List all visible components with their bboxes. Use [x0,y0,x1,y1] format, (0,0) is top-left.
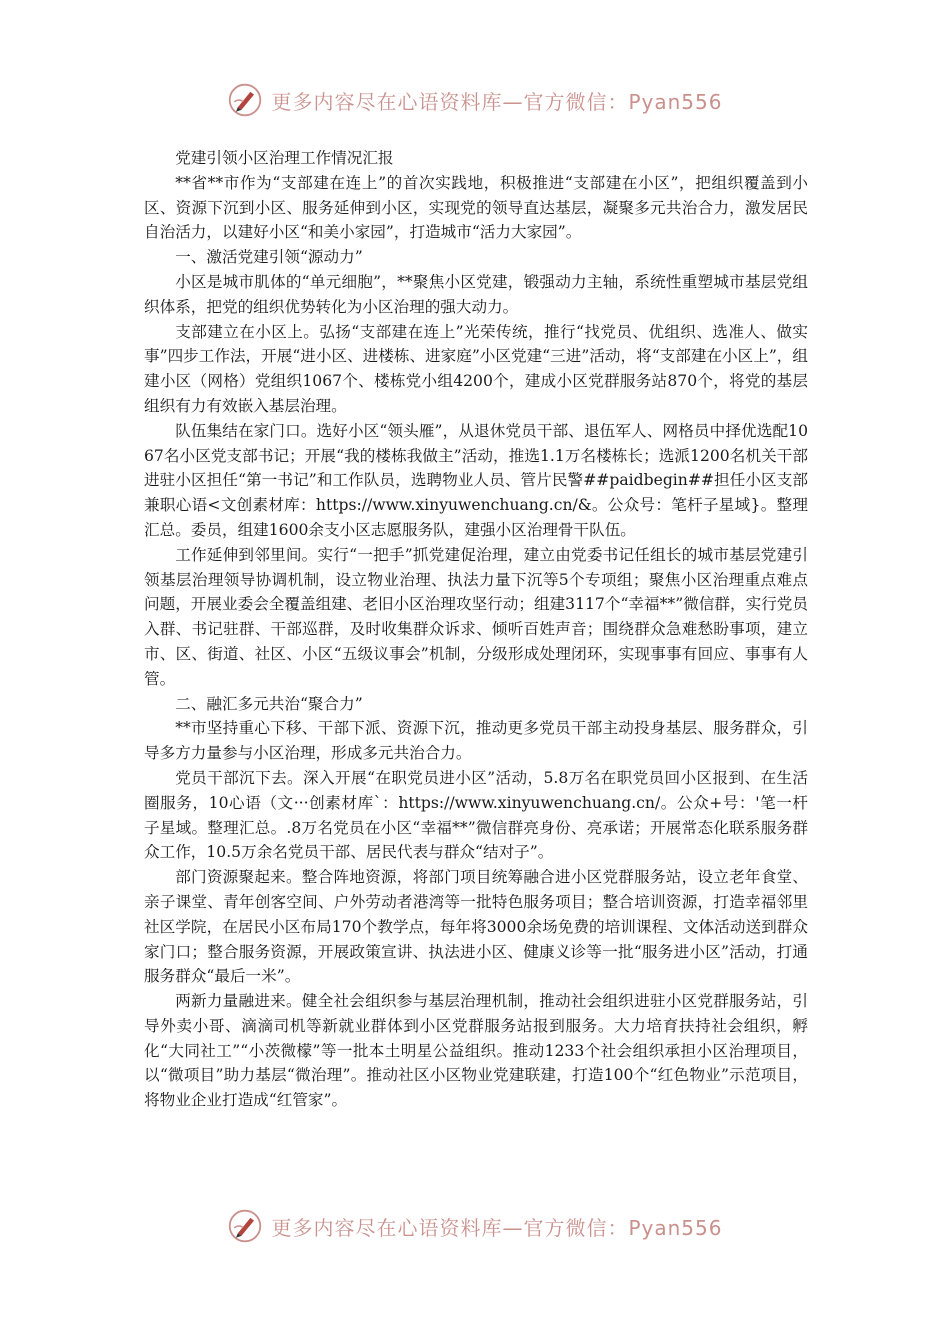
paragraph: 党员干部沉下去。深入开展“在职党员进小区”活动，5.8万名在职党员回小区报到、在生活圈服务，10心语（文···创素材库`：https://www.xinyuwenchuang.cn/。公众+号：'笔一杆子星域。整理汇总。.8万名党员在小区“幸福**”微信群亮身份、亮承诺；开展常态化联系服务群众工作，10.5万余名党员干部、居民代表与群众“结对子”。 [144,768,808,862]
pen-logo-icon [227,1208,263,1244]
header-watermark [0,82,950,118]
paragraph: **市坚持重心下移、干部下派、资源下沉，推动更多党员干部主动投身基层、服务群众，引导多方力量参与小区治理，形成多元共治合力。 [144,719,808,763]
paragraph: 两新力量融进来。健全社会组织参与基层治理机制，推动社会组织进驻小区党群服务站，引导外卖小哥、滴滴司机等新就业群体到小区党群服务站报到服务。大力培育扶持社会组织，孵化“大同社工”“小茨微檬”等一批本土明星公益组织。推动1233个社会组织承担小区治理项目，以“微项目”助力基层“微治理”。推动社区小区物业党建联建，打造100个“红色物业”示范项目，将物业企业打造成“红管家”。 [144,992,808,1110]
watermark-text: 更多内容尽在心语资料库—官方微信：Pyan556 [271,1215,723,1240]
paragraph: 支部建立在小区上。弘扬“支部建在连上”光荣传统，推行“找党员、优组织、选准人、做实事”四步工作法，开展“进小区、进楼栋、进家庭”小区党建“三进”活动，将“支部建在小区上”，组建小区（网格）党组织1067个、楼栋党小组4200个，建成小区党群服务站870个，将党的基层组织有力有效嵌入基层治理。 [144,322,808,415]
pen-logo-icon [227,82,263,118]
section-heading: 一、激活党建引领“源动力” [175,248,363,267]
paragraph: 小区是城市肌体的“单元细胞”，**聚焦小区党建，锻强动力主轴，系统性重塑城市基层党组织体系，把党的组织优势转化为小区治理的强大动力。 [144,272,808,316]
watermark-text: 更多内容尽在心语资料库—官方微信：Pyan556 [271,89,723,114]
document-title: 党建引领小区治理工作情况汇报 [175,149,394,167]
paragraph: 工作延伸到邻里间。实行“一把手”抓党建促治理，建立由党委书记任组长的城市基层党建引领基层治理领导协调机制，设立物业治理、执法力量下沉等5个专项组；聚焦小区治理重点难点问题，开展业委会全覆盖组建、老旧小区治理攻坚行动；组建3117个“幸福**”微信群，实行党员入群、书记驻群、干部巡群，及时收集群众诉求、倾听百姓声音；围绕群众急难愁盼事项，建立市、区、街道、社区、小区“五级议事会”机制，分级形成处理闭环，实现事事有回应、事事有人管。 [144,545,808,688]
document-body [144,146,808,1113]
section-heading: 二、融汇多元共治“聚合力” [175,694,363,713]
paragraph: **省**市作为“支部建在连上”的首次实践地，积极推进“支部建在小区”，把组织覆盖到小区、资源下沉到小区、服务延伸到小区，实现党的领导直达基层，凝聚多元共治合力，激发居民自治活力，以建好小区“和美小家园”，打造城市“活力大家园”。 [144,173,808,242]
footer-watermark [0,1208,950,1244]
paragraph: 队伍集结在家门口。选好小区“领头雁”，从退休党员干部、退伍军人、网格员中择优选配1067名小区党支部书记；开展“我的楼栋我做主”活动，推选1.1万名楼栋长；选派1200名机关干部进驻小区担任“第一书记”和工作队员，选聘物业人员、管片民警##paidbegin##担任小区支部兼职心语<文创素材库：https://www.xinyuwenchuang.cn/&。公众号：笔杆子星域}。整理汇总。委员，组建1600余支小区志愿服务队，建强小区治理骨干队伍。 [144,421,808,539]
paragraph: 部门资源聚起来。整合阵地资源，将部门项目统筹融合进小区党群服务站，设立老年食堂、亲子课堂、青年创客空间、户外劳动者港湾等一批特色服务项目；整合培训资源，打造幸福邻里社区学院，在居民小区布局170个教学点，每年将3000余场免费的培训课程、文体活动送到群众家门口；整合服务资源，开展政策宣讲、执法进小区、健康义诊等一批“服务进小区”活动，打通服务群众“最后一米”。 [144,868,808,986]
